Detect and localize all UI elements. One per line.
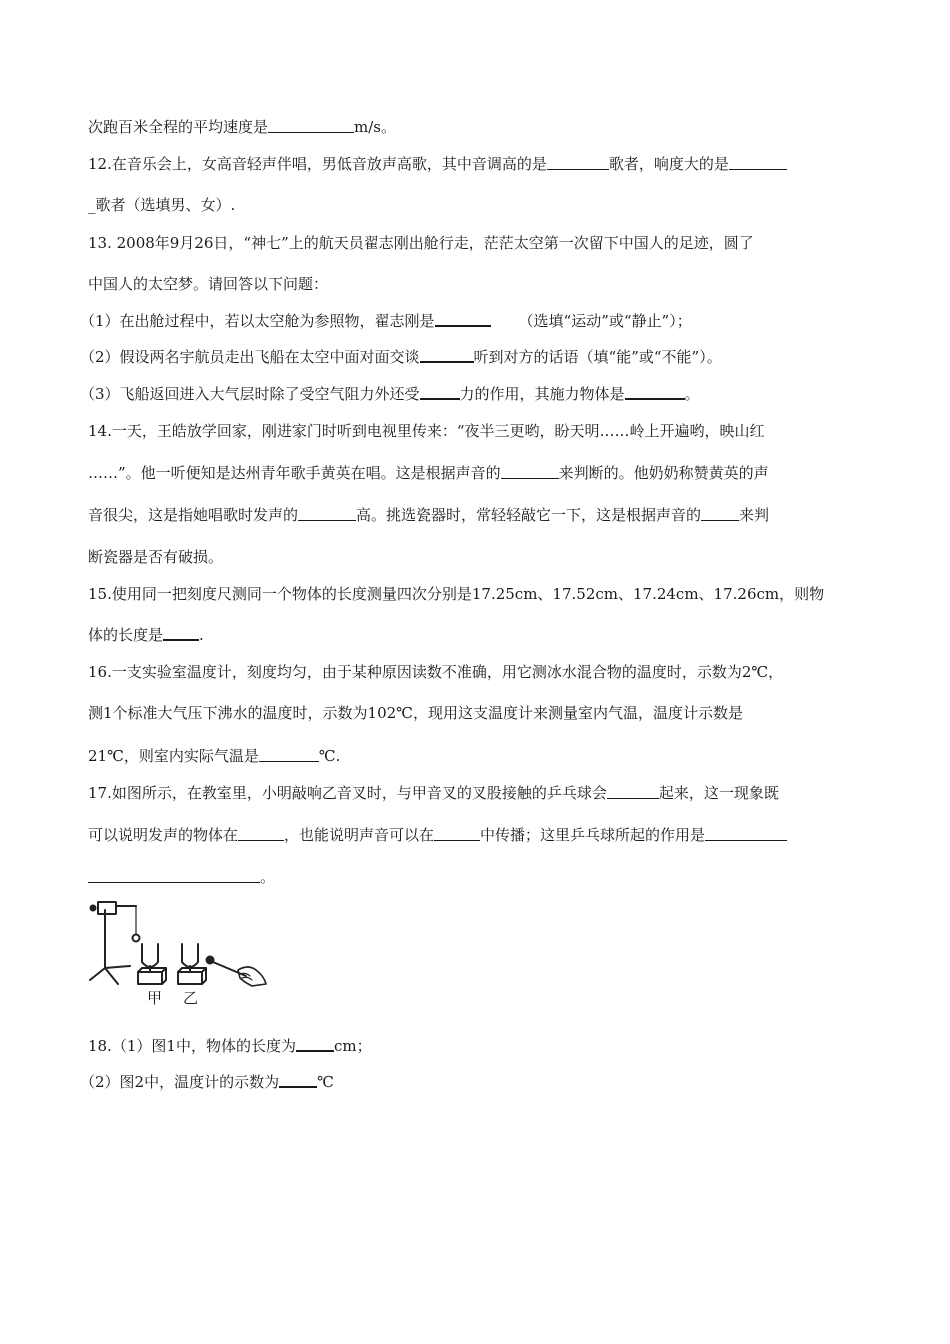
q12-text-2: 歌者（选填男、女）. xyxy=(95,196,236,214)
q14-line-4 xyxy=(88,547,223,567)
q11-text: 次跑百米全程的平均速度是 xyxy=(88,118,269,136)
q12-text-mid: 歌者，响度大的是 xyxy=(608,155,729,173)
q12-blank-tail: _ xyxy=(88,196,96,214)
q14-line-1 xyxy=(88,421,765,441)
fork-jia-box xyxy=(138,968,166,984)
q17-text-3: 。 xyxy=(260,868,276,886)
q11-unit: m/s。 xyxy=(354,118,396,136)
pingpong-ball xyxy=(133,935,140,942)
q16-text-2: 测1个标准大气压下沸水的温度时，示数为102℃，现用这支温度计来测量室内气温，温度计示数是 xyxy=(88,704,743,722)
q16-line-3 xyxy=(88,746,340,766)
fork-jia-prongs xyxy=(142,944,158,967)
q13-line-1 xyxy=(88,233,754,253)
q17-line-1 xyxy=(88,783,779,803)
q17-text-1b: 起来，这一现象既 xyxy=(658,784,779,802)
q15-line-2 xyxy=(88,625,204,645)
answer-blank xyxy=(729,154,787,170)
clamp-screw xyxy=(91,906,96,911)
answer-blank xyxy=(547,154,609,170)
q16-text-3b: ℃. xyxy=(318,747,341,765)
q14-text-2a: ……”。他一听便知是达州青年歌手黄英在唱。这是根据声音的 xyxy=(88,464,501,482)
q12-line-1 xyxy=(88,154,787,174)
q14-text-3b: 高。挑选瓷器时，常轻轻敲它一下，这是根据声音的 xyxy=(356,506,702,524)
answer-blank xyxy=(420,347,474,363)
q13-sub3-text-b: 力的作用，其施力物体是 xyxy=(459,385,625,403)
q13-sub-3 xyxy=(80,384,700,404)
answer-blank xyxy=(607,783,659,799)
q13-sub1-text-b: （选填“运动”或“静止”）； xyxy=(518,312,692,330)
fork-yi-prongs xyxy=(182,944,198,967)
answer-blank xyxy=(163,625,199,641)
q18-text-2: （2）图2中，温度计的示数为 xyxy=(80,1073,280,1091)
q13-sub2-text-b: 听到对方的话语（填“能”或“不能”）。 xyxy=(473,348,722,366)
label-yi: 乙 xyxy=(183,989,199,1007)
q16-line-1 xyxy=(88,662,783,682)
q17-text: 17.如图所示，在教室里，小明敲响乙音叉时，与甲音叉的叉股接触的乒乓球会 xyxy=(88,784,607,802)
q14-text-2b: 来判断的。他奶奶称赞黄英的声 xyxy=(558,464,769,482)
answer-blank xyxy=(296,1036,334,1052)
q18-line-1 xyxy=(88,1036,372,1056)
answer-blank xyxy=(625,384,685,400)
q17-text-2a: 可以说明发声的物体在 xyxy=(88,826,239,844)
q17-line-3 xyxy=(88,867,275,887)
q11-tail-line xyxy=(88,117,396,137)
q12-text: 12.在音乐会上，女高音轻声伴唱，男低音放声高歌，其中音调高的是 xyxy=(88,155,547,173)
q15-text: 15.使用同一把刻度尺测同一个物体的长度测量四次分别是17.25cm、17.52cm、17.24cm、17.26cm，则物 xyxy=(88,585,825,603)
q13-line-2 xyxy=(88,274,328,294)
q17-text-2b: ，也能说明声音可以在 xyxy=(284,826,435,844)
answer-blank xyxy=(501,463,559,479)
answer-blank xyxy=(259,746,319,762)
q18-text-1: 18.（1）图1中，物体的长度为 xyxy=(88,1037,296,1055)
tuning-fork-illustration xyxy=(88,896,268,988)
q15-line-1 xyxy=(88,584,824,604)
answer-blank xyxy=(298,505,356,521)
fig-label-jia xyxy=(147,988,162,1008)
answer-blank xyxy=(268,117,354,133)
q18-line-2 xyxy=(80,1072,334,1092)
q15-text-2: 体的长度是 xyxy=(88,626,164,644)
answer-blank xyxy=(88,867,260,883)
q13-sub1-text: （1）在出舱过程中，若以太空舱为参照物，翟志刚是 xyxy=(80,312,435,330)
hand xyxy=(238,967,266,986)
q17-text-2c: 中传播；这里乒乓球所起的作用是 xyxy=(480,826,706,844)
q14-text: 14.一天，王皓放学回家，刚进家门时听到电视里传来：“夜半三更哟，盼天明……岭上开遍哟，映山红 xyxy=(88,422,765,440)
answer-blank xyxy=(434,825,480,841)
q14-text-3a: 音很尖，这是指她唱歌时发声的 xyxy=(88,506,299,524)
q16-text-3a: 21℃，则室内实际气温是 xyxy=(88,747,259,765)
answer-blank xyxy=(435,311,491,327)
q13-text-2: 中国人的太空梦。请回答以下问题： xyxy=(88,275,329,293)
answer-blank xyxy=(705,825,787,841)
q14-line-3 xyxy=(88,505,769,525)
fig-label-yi xyxy=(183,988,198,1008)
q17-line-2 xyxy=(88,825,787,845)
q14-line-2 xyxy=(88,463,769,483)
q16-line-2 xyxy=(88,703,743,723)
q18-text-2b: ℃ xyxy=(317,1073,334,1091)
q16-text: 16.一支实验室温度计，刻度均匀，由于某种原因读数不准确，用它测冰水混合物的温度时，示数为2℃， xyxy=(88,663,784,681)
answer-blank xyxy=(420,384,460,400)
q13-sub-2 xyxy=(80,347,722,367)
q12-line-2 xyxy=(88,195,235,215)
answer-blank xyxy=(701,505,739,521)
stand-base xyxy=(90,966,130,984)
q13-sub2-text: （2）假设两名宇航员走出飞船在太空中面对面交谈 xyxy=(80,348,420,366)
q14-text-3c: 来判 xyxy=(739,506,770,524)
q15-text-2b: . xyxy=(199,626,204,644)
q13-text: 13. 2008年9月26日，“神七”上的航天员翟志刚出舱行走，茫茫太空第一次留下中国人的足迹，圆了 xyxy=(88,234,754,252)
answer-blank xyxy=(279,1072,317,1088)
answer-blank xyxy=(238,825,284,841)
q13-sub3-text: （3）飞船返回进入大气层时除了受空气阻力外还受 xyxy=(80,385,420,403)
clamp-block xyxy=(98,902,116,914)
q14-text-4: 断瓷器是否有破损。 xyxy=(88,548,224,566)
q18-text-1b: cm； xyxy=(333,1037,372,1055)
q13-sub-1 xyxy=(80,311,692,331)
label-jia: 甲 xyxy=(147,989,163,1007)
tuning-fork-figure xyxy=(88,896,268,988)
fork-yi-box xyxy=(178,968,206,984)
q13-sub3-text-c: 。 xyxy=(684,385,700,403)
